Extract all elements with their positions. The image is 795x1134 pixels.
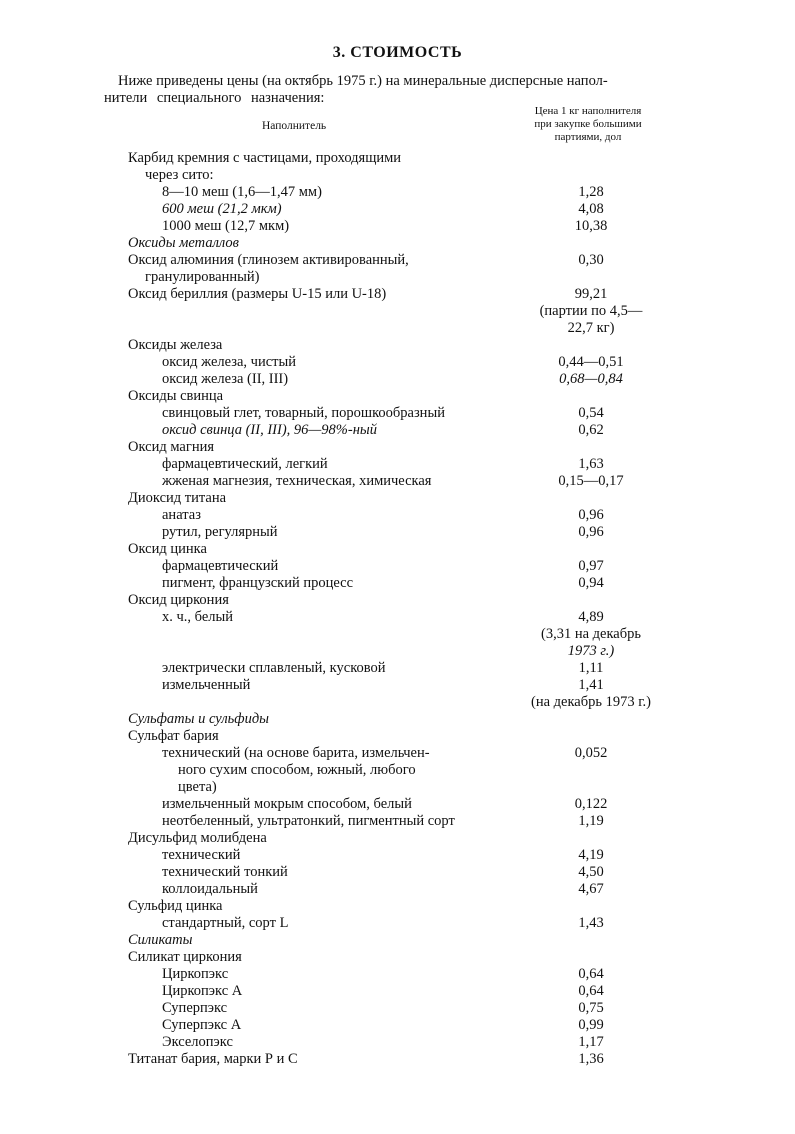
row-label: цвета): [178, 779, 217, 795]
row-value: 99,21: [574, 286, 608, 302]
row-value: 1,11: [578, 660, 604, 676]
row-value: 0,64: [578, 983, 604, 999]
value-note: (на декабрь 1973 г.): [531, 694, 651, 710]
category-label: Силикаты: [128, 932, 193, 948]
row-label: ного сухим способом, южный, любого: [178, 762, 416, 778]
section-heading: 3. СТОИМОСТЬ: [332, 44, 463, 61]
row-value: 0,75: [578, 1000, 604, 1016]
row-value: 0,64: [578, 966, 604, 982]
value-note: (партии по 4,5—: [539, 303, 643, 319]
row-value: 0,62: [578, 422, 604, 438]
row-label: гранулированный): [145, 269, 260, 285]
value-note: 22,7 кг): [567, 320, 615, 336]
row-value: 0,99: [578, 1017, 604, 1033]
row-value: 0,15—0,17: [558, 473, 624, 489]
row-value: 1,63: [578, 456, 604, 472]
row-value: 0,97: [578, 558, 604, 574]
category-label: Сульфаты и сульфиды: [128, 711, 269, 727]
row-value: 4,67: [578, 881, 604, 897]
row-value: 10,38: [574, 218, 608, 234]
row-label: Сульфид цинка: [128, 898, 223, 914]
column-header-price-line: Цена 1 кг наполнителя: [534, 105, 642, 117]
row-label: технический тонкий: [162, 864, 288, 880]
row-label: Силикат циркония: [128, 949, 242, 965]
row-value: 0,122: [574, 796, 608, 812]
row-label: фармацевтический, легкий: [162, 456, 328, 472]
row-label: технический (на основе барита, измельчен-: [162, 745, 430, 761]
row-value: 1,43: [578, 915, 604, 931]
row-label: коллоидальный: [162, 881, 258, 897]
row-label: оксид железа, чистый: [162, 354, 296, 370]
row-label: рутил, регулярный: [162, 524, 278, 540]
row-value: 1,36: [578, 1051, 604, 1067]
row-value: 4,19: [578, 847, 604, 863]
row-label: Экселопэкс: [162, 1034, 233, 1050]
row-label: измельченный: [162, 677, 251, 693]
row-label: Оксид цинка: [128, 541, 207, 557]
row-value: 0,68—0,84: [559, 371, 623, 387]
row-value: 4,08: [578, 201, 604, 217]
row-value: 1,19: [578, 813, 604, 829]
row-label: через сито:: [145, 167, 214, 183]
row-value: 4,50: [578, 864, 604, 880]
intro-line-1: Ниже приведены цены (на октябрь 1975 г.) на минеральные дисперсные напол-: [118, 73, 608, 89]
row-value: 0,44—0,51: [558, 354, 624, 370]
row-label: неотбеленный, ультратонкий, пигментный сорт: [162, 813, 455, 829]
value-note: 1973 г.): [567, 643, 615, 659]
row-label: пигмент, французский процесс: [162, 575, 354, 591]
row-label: Оксиды свинца: [128, 388, 224, 404]
row-label: анатаз: [162, 507, 201, 523]
row-value: 1,41: [578, 677, 604, 693]
row-value: 0,94: [578, 575, 604, 591]
row-value: 4,89: [578, 609, 604, 625]
row-label: Суперпэкс: [162, 1000, 228, 1016]
row-label: Карбид кремния с частицами, проходящими: [128, 150, 402, 166]
row-label: Оксид алюминия (глинозем активированный,: [128, 252, 409, 268]
row-label: Циркопэкс А: [162, 983, 243, 999]
row-label: свинцовый глет, товарный, порошкообразный: [162, 405, 445, 421]
row-label: оксид свинца (II, III), 96—98%-ный: [162, 422, 377, 438]
row-value: 1,17: [578, 1034, 604, 1050]
row-label: Оксиды железа: [128, 337, 223, 353]
row-value: 0,96: [578, 507, 604, 523]
row-label: жженая магнезия, техническая, химическая: [162, 473, 432, 489]
row-label: измельченный мокрым способом, белый: [162, 796, 412, 812]
column-header-filler: Наполнитель: [262, 120, 327, 132]
row-label: Оксид бериллия (размеры U-15 или U-18): [128, 286, 387, 302]
row-label: технический: [162, 847, 241, 863]
row-label: стандартный, сорт L: [162, 915, 289, 931]
row-label: Дисульфид молибдена: [128, 830, 267, 846]
row-label: Диоксид титана: [128, 490, 227, 506]
row-value: 0,30: [578, 252, 604, 268]
column-header-price-line: партиями, дол: [554, 131, 622, 143]
row-label: Циркопэкс: [162, 966, 229, 982]
row-label: 600 меш (21,2 мкм): [162, 201, 282, 217]
row-value: 1,28: [578, 184, 604, 200]
row-label: 1000 меш (12,7 мкм): [162, 218, 290, 234]
row-label: Сульфат бария: [128, 728, 219, 744]
row-label: Титанат бария, марки Р и С: [128, 1051, 298, 1067]
row-value: 0,052: [574, 745, 608, 761]
row-label: 8—10 меш (1,6—1,47 мм): [162, 184, 322, 200]
row-value: 0,96: [578, 524, 604, 540]
column-header-price-line: при закупке большими: [534, 118, 642, 130]
row-label: оксид железа (II, III): [162, 371, 289, 387]
row-label: Суперпэкс А: [162, 1017, 242, 1033]
intro-line-2: нители специального назначения:: [104, 90, 325, 106]
row-label: Оксид магния: [128, 439, 215, 455]
row-label: Оксид циркония: [128, 592, 229, 608]
value-note: (3,31 на декабрь: [541, 626, 641, 642]
row-value: 0,54: [578, 405, 604, 421]
category-label: Оксиды металлов: [128, 235, 239, 251]
row-label: фармацевтический: [162, 558, 279, 574]
row-label: электрически сплавленый, кусковой: [162, 660, 386, 676]
row-label: х. ч., белый: [162, 609, 234, 625]
